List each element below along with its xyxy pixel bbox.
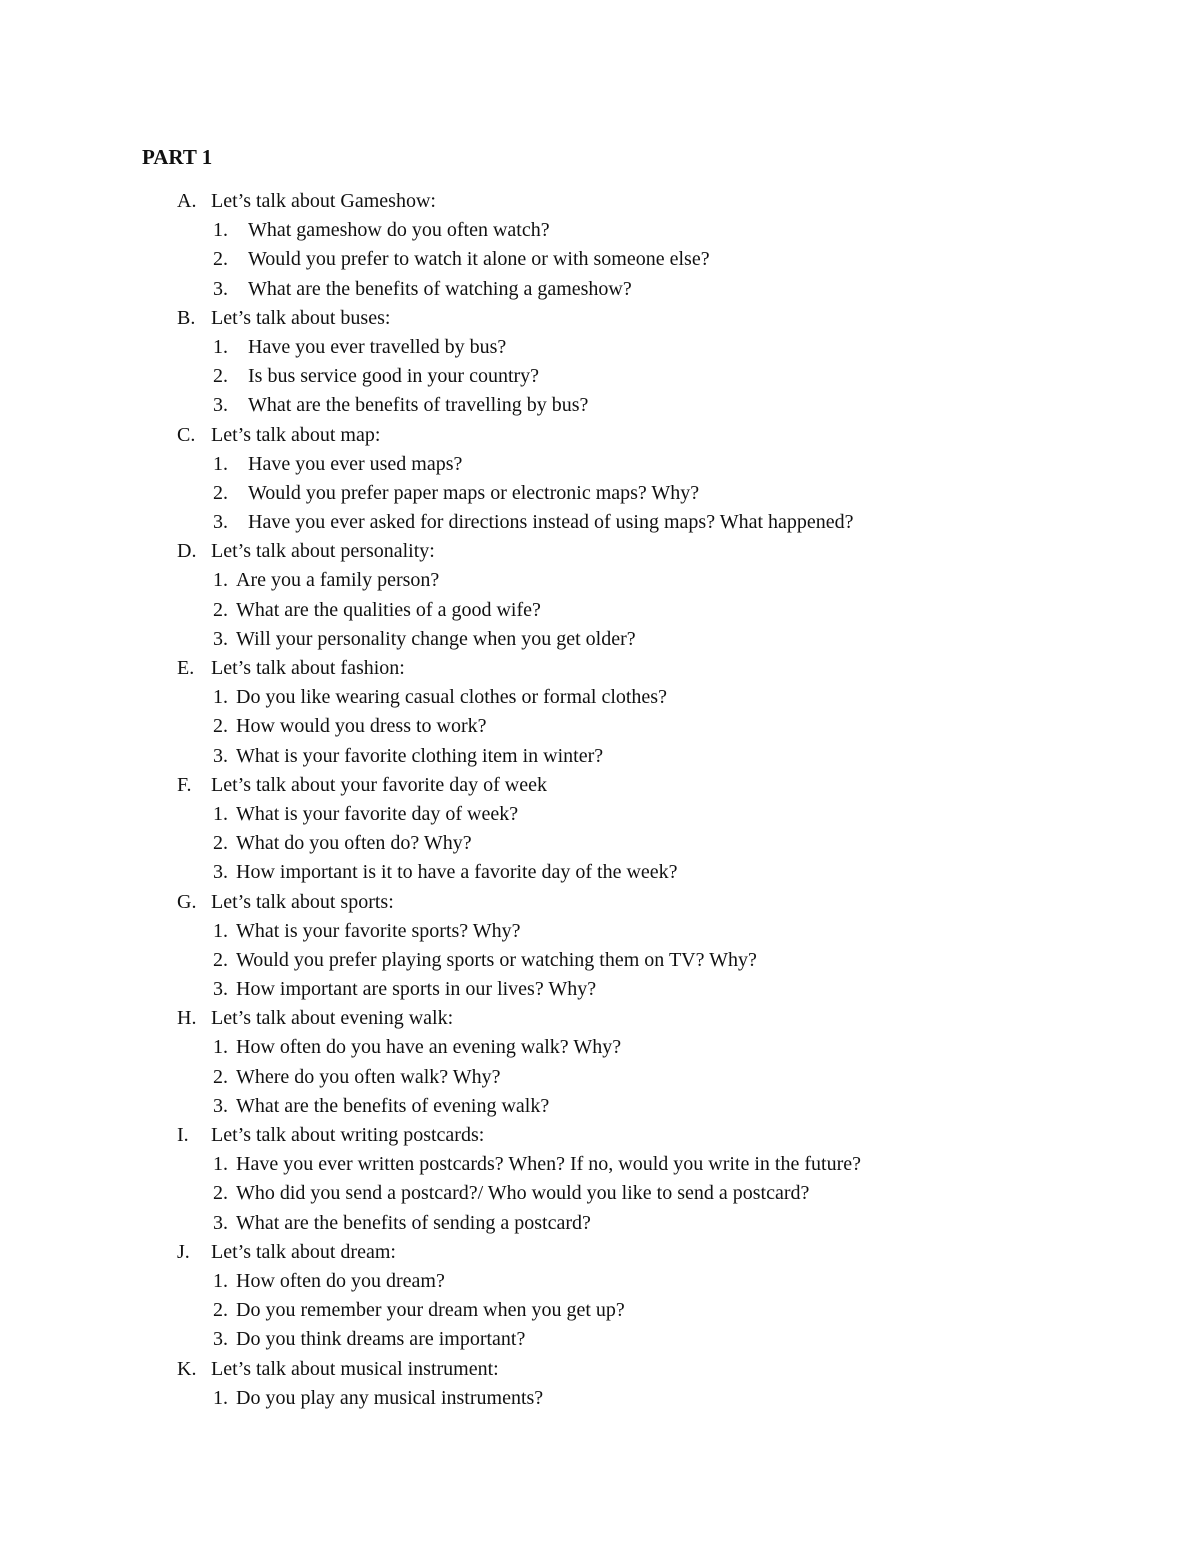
question-text: What is your favorite sports? Why? bbox=[236, 919, 521, 942]
question-item bbox=[0, 742, 1200, 771]
topic-list bbox=[0, 187, 1200, 1413]
question-item bbox=[0, 450, 1200, 479]
question-item bbox=[0, 1092, 1200, 1121]
question-item bbox=[0, 829, 1200, 858]
question-number: 1. bbox=[213, 219, 228, 242]
question-item bbox=[0, 858, 1200, 887]
question-item bbox=[0, 1179, 1200, 1208]
section-label: Let’s talk about buses: bbox=[211, 306, 391, 329]
section-label: Let’s talk about dream: bbox=[211, 1240, 396, 1263]
question-item bbox=[0, 975, 1200, 1004]
section-letter: A. bbox=[177, 190, 197, 212]
section-heading bbox=[0, 1238, 1200, 1267]
question-text: What do you often do? Why? bbox=[236, 832, 472, 855]
question-item bbox=[0, 1033, 1200, 1062]
question-text: How important are sports in our lives? Why? bbox=[236, 978, 597, 1001]
question-text: How would you dress to work? bbox=[236, 715, 487, 738]
question-number: 1. bbox=[213, 569, 228, 592]
question-text: What are the benefits of watching a gameshow? bbox=[248, 277, 632, 300]
question-number: 3. bbox=[213, 1094, 228, 1117]
question-number: 2. bbox=[213, 598, 228, 621]
question-text: Have you ever travelled by bus? bbox=[248, 335, 507, 358]
question-number: 1. bbox=[213, 802, 228, 825]
question-text: Would you prefer paper maps or electronic maps? Why? bbox=[248, 481, 700, 504]
question-item bbox=[0, 800, 1200, 829]
question-item bbox=[0, 1296, 1200, 1325]
question-text: What are the qualities of a good wife? bbox=[236, 598, 541, 621]
question-text: Do you play any musical instruments? bbox=[236, 1386, 544, 1409]
question-text: Are you a family person? bbox=[236, 569, 440, 592]
question-number: 3. bbox=[213, 978, 228, 1001]
section-letter: B. bbox=[177, 306, 196, 329]
question-text: How often do you have an evening walk? Why? bbox=[236, 1036, 622, 1059]
question-text: Will your personality change when you get older? bbox=[236, 627, 636, 650]
question-item bbox=[0, 596, 1200, 625]
section-label: Let’s talk about personality: bbox=[211, 540, 435, 563]
question-item bbox=[0, 275, 1200, 304]
section-letter: K. bbox=[177, 1357, 197, 1380]
section-letter: E. bbox=[177, 657, 195, 679]
question-text: What is your favorite clothing item in winter? bbox=[236, 744, 604, 767]
section-label: Let’s talk about map: bbox=[211, 423, 381, 446]
section-letter: I. bbox=[177, 1124, 189, 1146]
question-number: 3. bbox=[213, 744, 228, 767]
question-item bbox=[0, 1063, 1200, 1092]
question-item bbox=[0, 917, 1200, 946]
question-number: 2. bbox=[213, 1065, 228, 1088]
question-number: 2. bbox=[213, 481, 228, 504]
question-item bbox=[0, 245, 1200, 274]
question-item bbox=[0, 712, 1200, 741]
question-item bbox=[0, 946, 1200, 975]
section-heading bbox=[0, 1121, 1200, 1150]
section-letter: H. bbox=[177, 1007, 197, 1030]
question-text: Have you ever written postcards? When? If no, would you write in the future? bbox=[236, 1153, 861, 1176]
question-text: Who did you send a postcard?/ Who would you like to send a postcard? bbox=[236, 1182, 810, 1205]
question-item bbox=[0, 216, 1200, 245]
question-number: 1. bbox=[213, 335, 228, 358]
section-heading bbox=[0, 421, 1200, 450]
section-heading bbox=[0, 304, 1200, 333]
section-letter: D. bbox=[177, 540, 197, 563]
question-number: 1. bbox=[213, 1386, 228, 1409]
question-item bbox=[0, 566, 1200, 595]
question-item bbox=[0, 333, 1200, 362]
section-label: Let’s talk about writing postcards: bbox=[211, 1124, 485, 1146]
question-number: 3. bbox=[213, 1328, 228, 1351]
section-heading bbox=[0, 771, 1200, 800]
section-letter: G. bbox=[177, 890, 197, 913]
question-text: What gameshow do you often watch? bbox=[248, 219, 550, 242]
section-label: Let’s talk about musical instrument: bbox=[211, 1357, 499, 1380]
question-number: 2. bbox=[213, 715, 228, 738]
section-label: Let’s talk about your favorite day of week bbox=[211, 773, 547, 796]
question-text: Is bus service good in your country? bbox=[248, 365, 540, 388]
question-text: What is your favorite day of week? bbox=[236, 802, 519, 825]
question-number: 1. bbox=[213, 452, 228, 475]
question-number: 3. bbox=[213, 511, 228, 534]
question-number: 1. bbox=[213, 1036, 228, 1059]
question-item bbox=[0, 1150, 1200, 1179]
question-text: What are the benefits of evening walk? bbox=[236, 1094, 550, 1117]
section-label: Let’s talk about fashion: bbox=[211, 657, 405, 679]
question-text: Do you think dreams are important? bbox=[236, 1328, 526, 1351]
question-text: How important is it to have a favorite day of the week? bbox=[236, 861, 678, 884]
question-item bbox=[0, 625, 1200, 654]
question-item bbox=[0, 1325, 1200, 1354]
section-heading bbox=[0, 537, 1200, 566]
page-title: PART 1 bbox=[142, 145, 213, 169]
question-number: 1. bbox=[213, 1269, 228, 1292]
question-number: 2. bbox=[213, 248, 228, 271]
question-item bbox=[0, 1209, 1200, 1238]
question-text: Have you ever used maps? bbox=[248, 452, 463, 475]
question-number: 3. bbox=[213, 1211, 228, 1234]
question-item bbox=[0, 508, 1200, 537]
question-number: 2. bbox=[213, 1299, 228, 1322]
question-text: Would you prefer playing sports or watching them on TV? Why? bbox=[236, 948, 757, 971]
question-item bbox=[0, 391, 1200, 420]
question-text: What are the benefits of sending a postcard? bbox=[236, 1211, 591, 1234]
question-item bbox=[0, 479, 1200, 508]
question-number: 3. bbox=[213, 627, 228, 650]
section-heading bbox=[0, 654, 1200, 683]
question-text: Do you like wearing casual clothes or formal clothes? bbox=[236, 686, 667, 709]
section-heading bbox=[0, 1004, 1200, 1033]
question-number: 2. bbox=[213, 832, 228, 855]
question-number: 1. bbox=[213, 919, 228, 942]
question-number: 2. bbox=[213, 1182, 228, 1205]
question-item bbox=[0, 683, 1200, 712]
section-heading bbox=[0, 1355, 1200, 1384]
question-number: 3. bbox=[213, 277, 228, 300]
section-letter: C. bbox=[177, 423, 196, 446]
section-heading bbox=[0, 888, 1200, 917]
question-text: Would you prefer to watch it alone or with someone else? bbox=[248, 248, 710, 271]
question-item bbox=[0, 1384, 1200, 1413]
question-text: Where do you often walk? Why? bbox=[236, 1065, 501, 1088]
question-text: What are the benefits of travelling by bus? bbox=[248, 394, 589, 417]
question-item bbox=[0, 1267, 1200, 1296]
section-letter: J. bbox=[177, 1240, 190, 1263]
question-text: How often do you dream? bbox=[236, 1269, 445, 1292]
section-letter: F. bbox=[177, 773, 192, 796]
question-number: 2. bbox=[213, 948, 228, 971]
section-label: Let’s talk about evening walk: bbox=[211, 1007, 454, 1030]
question-number: 1. bbox=[213, 686, 228, 709]
question-text: Have you ever asked for directions instead of using maps? What happened? bbox=[248, 511, 854, 534]
question-number: 2. bbox=[213, 365, 228, 388]
question-item bbox=[0, 362, 1200, 391]
section-label: Let’s talk about Gameshow: bbox=[211, 190, 436, 212]
question-number: 3. bbox=[213, 394, 228, 417]
section-heading bbox=[0, 187, 1200, 216]
question-number: 3. bbox=[213, 861, 228, 884]
question-number: 1. bbox=[213, 1153, 228, 1176]
section-label: Let’s talk about sports: bbox=[211, 890, 394, 913]
question-text: Do you remember your dream when you get up? bbox=[236, 1299, 625, 1322]
